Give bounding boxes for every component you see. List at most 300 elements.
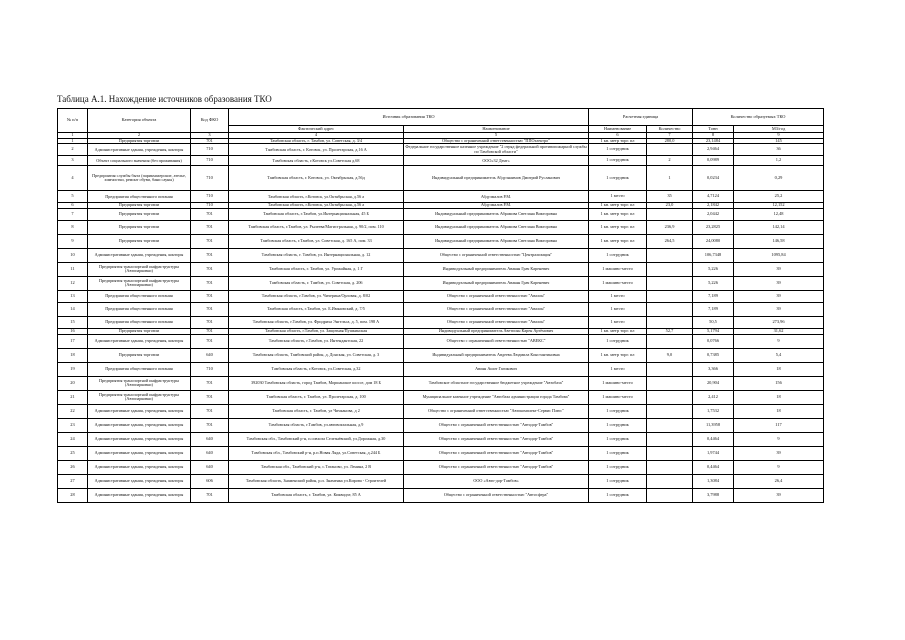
row-address: Тамбовская область, г.Тамбов, ул. Чичерина/Орловая, д. 8/02: [229, 290, 404, 302]
row-tons: 0,4464: [693, 460, 734, 474]
table-body: [58, 138, 824, 502]
table-row: [58, 290, 824, 302]
row-m3: 39: [734, 290, 824, 302]
row-address: Тамбовская область, г.Котовск, ул.Октябрьская, д.56 а: [229, 191, 404, 203]
row-number: 27: [58, 474, 88, 488]
row-category: Предприятия транспортной инфраструктуры (Автопарковки): [88, 276, 191, 290]
row-category: Административные здания, учреждения, конторы: [88, 460, 191, 474]
column-number: 2: [88, 133, 191, 139]
row-m3: 39: [734, 262, 824, 276]
row-m3: 145: [734, 138, 824, 144]
row-number: 13: [58, 290, 88, 302]
header-unit: Расчетная единица: [589, 109, 693, 126]
row-number: 6: [58, 203, 88, 209]
table-row: [58, 302, 824, 316]
row-organization: Общество с ограниченной ответственностью "ППОэлектро": [404, 138, 589, 144]
table-row: [58, 316, 824, 328]
row-code: 710: [191, 156, 229, 166]
row-number: 24: [58, 432, 88, 446]
row-unit-name: 1 место: [589, 290, 647, 302]
row-unit-qty: [647, 432, 693, 446]
row-category: Предприятия торговли: [88, 208, 191, 220]
row-unit-qty: 23,0: [647, 203, 693, 209]
column-number: 7: [647, 133, 693, 139]
row-unit-name: 1 место: [589, 191, 647, 203]
row-m3: 18: [734, 404, 824, 418]
row-category: Предприятия общественного питания: [88, 302, 191, 316]
row-unit-name: 1 сотрудник: [589, 166, 647, 191]
row-number: 11: [58, 262, 88, 276]
row-code: 701: [191, 404, 229, 418]
header-source: Источник образования ТКО: [229, 109, 589, 126]
row-m3: 273,96: [734, 316, 824, 328]
row-m3: 1,2: [734, 156, 824, 166]
row-category: Предприятия торговли: [88, 234, 191, 248]
row-m3: 9: [734, 334, 824, 348]
row-address: Тамбовская область, г. Тамбов, ул. Интернациональная, д. 12: [229, 248, 404, 262]
header-unit-qty: Количество: [647, 126, 693, 133]
row-unit-qty: [647, 418, 693, 432]
row-m3: 1095,84: [734, 248, 824, 262]
row-unit-qty: 2: [647, 156, 693, 166]
row-code: 701: [191, 334, 229, 348]
row-number: 21: [58, 390, 88, 404]
row-number: 18: [58, 348, 88, 362]
row-organization: Общество с ограниченной ответственностью "Авалон": [404, 316, 589, 328]
row-address: Тамбовская область, г. Тамбов, ул. Киквидзе, 85 А: [229, 488, 404, 502]
row-address: Тамбовская область, г. Котовск, ул. Пролетарская, д.16 А: [229, 144, 404, 156]
table-row: [58, 488, 824, 502]
row-m3: 9: [734, 432, 824, 446]
row-m3: 142,14: [734, 220, 824, 234]
row-number: 4: [58, 166, 88, 191]
row-organization: Общество с ограниченной ответственностью "Автодор-Тамбов": [404, 432, 589, 446]
row-unit-qty: 52,7: [647, 328, 693, 334]
row-organization: Индивидуальный предприниматель Абдулнаимов Дмитрий Русланович: [404, 166, 589, 191]
row-code: 701: [191, 376, 229, 390]
row-category: Предприятия торговли: [88, 348, 191, 362]
row-tons: 106,7348: [693, 248, 734, 262]
row-unit-name: 1 сотрудник: [589, 460, 647, 474]
row-number: 23: [58, 418, 88, 432]
header-m3: М3/год: [734, 126, 824, 133]
table-row: [58, 276, 824, 290]
header-address: Фактический адрес: [229, 126, 404, 133]
row-tons: 7,189: [693, 290, 734, 302]
row-category: Предприятия торговли: [88, 138, 191, 144]
row-tons: 0,0989: [693, 156, 734, 166]
column-number: 9: [734, 133, 824, 139]
row-category: Административные здания, учреждения, конторы: [88, 248, 191, 262]
row-code: 701: [191, 220, 229, 234]
header-name: Наименование: [404, 126, 589, 133]
row-category: Предприятия транспортной инфраструктуры (Автопарковки): [88, 390, 191, 404]
row-tons: 50,5: [693, 316, 734, 328]
row-address: 392030 Тамбовская область, город Тамбов, Моршанское шоссе, дом 18 Б: [229, 376, 404, 390]
row-unit-qty: [647, 488, 693, 502]
row-unit-name: 1 машино-место: [589, 276, 647, 290]
row-address: Тамбовская область, г.Тамбов, ул.Интернациональная, 45 Б: [229, 208, 404, 220]
row-tons: 7,189: [693, 302, 734, 316]
row-category: Предприятия общественного питания: [88, 362, 191, 376]
row-unit-qty: [647, 334, 693, 348]
row-unit-name: 1 кв. метр торг. пл: [589, 208, 647, 220]
row-unit-qty: [647, 362, 693, 376]
row-organization: ООО«32 Дент»: [404, 156, 589, 166]
row-unit-name: 1 сотрудник: [589, 474, 647, 488]
row-organization: Тамбовское областное государственное бюджетное учреждение "Автобаза": [404, 376, 589, 390]
row-m3: 31,62: [734, 328, 824, 334]
header-amount: Количество образуемых ТКО: [693, 109, 824, 126]
row-organization: Индивидуальный предприниматель Авдеева Людмила Константиновна: [404, 348, 589, 362]
row-m3: 12,48: [734, 208, 824, 220]
row-category: Предприятия службы быта (парикмахерские, ателье, химчистки, ремонт обуви, бани сауны): [88, 166, 191, 191]
row-m3: 12,152: [734, 203, 824, 209]
row-unit-name: 1 кв. метр торг. пл: [589, 234, 647, 248]
table-row: [58, 262, 824, 276]
table-row: [58, 234, 824, 248]
row-category: Административные здания, учреждения, конторы: [88, 474, 191, 488]
row-code: 710: [191, 362, 229, 376]
row-code: 640: [191, 348, 229, 362]
row-tons: 2,1842: [693, 203, 734, 209]
row-unit-name: 1 сотрудник: [589, 404, 647, 418]
table-row: [58, 166, 824, 191]
table-row: [58, 144, 824, 156]
row-tons: 4,7124: [693, 191, 734, 203]
table-row: [58, 474, 824, 488]
row-number: 5: [58, 191, 88, 203]
row-code: 701: [191, 276, 229, 290]
table-row: [58, 208, 824, 220]
row-unit-qty: 264,5: [647, 234, 693, 248]
row-number: 28: [58, 488, 88, 502]
row-code: 701: [191, 290, 229, 302]
row-unit-qty: [647, 446, 693, 460]
row-number: 10: [58, 248, 88, 262]
row-m3: 26,4: [734, 474, 824, 488]
row-unit-name: 1 кв. метр торг. пл: [589, 203, 647, 209]
row-unit-name: 1 кв. метр торг. пл: [589, 328, 647, 334]
row-unit-qty: 9,0: [647, 348, 693, 362]
row-unit-qty: [647, 248, 693, 262]
row-m3: 146,58: [734, 234, 824, 248]
row-address: Тамбовская область, г. Тамбов, ул Чичканова, д 2: [229, 404, 404, 418]
row-organization: Авоян Ашот Гагикович: [404, 362, 589, 376]
row-category: Административные здания, учреждения, конторы: [88, 404, 191, 418]
row-unit-qty: 280,0: [647, 138, 693, 144]
row-tons: 11,3958: [693, 418, 734, 432]
row-number: 25: [58, 446, 88, 460]
row-address: Тамбовская область, Тамбовский район, д. Донская, ул. Советская, д. 3: [229, 348, 404, 362]
header-tons: Тонн: [693, 126, 734, 133]
row-address: Тамбовская область, г.Котовск ул.Советская д.68: [229, 156, 404, 166]
row-category: Предприятия общественного питания: [88, 290, 191, 302]
row-address: Тамбовская область, г. Тамбов, ул. Советская, д. 206: [229, 276, 404, 290]
row-unit-name: 1 сотрудник: [589, 488, 647, 502]
row-number: 1: [58, 138, 88, 144]
row-address: Тамбовская область, г.Тамбов, ул. Рылеева/Магистральная, д. 90/2, пом. 110: [229, 220, 404, 234]
row-m3: 117: [734, 418, 824, 432]
row-category: Предприятия транспортной инфраструктуры (Автопарковки): [88, 376, 191, 390]
table-caption: Таблица А.1. Нахождение источников образования ТКО: [57, 94, 272, 104]
row-organization: Общество с ограниченной ответственностью "Централизация": [404, 248, 589, 262]
row-address: Тамбовская обл., Тамбовский р-н, с.Татаново, ул. Ленина, 2 В: [229, 460, 404, 474]
row-address: Тамбовская область, г.Тамбов, ул. Интендантская, 22: [229, 334, 404, 348]
row-code: 701: [191, 208, 229, 220]
row-category: Предприятия торговли: [88, 328, 191, 334]
row-m3: 18: [734, 362, 824, 376]
row-unit-name: 1 сотрудник: [589, 334, 647, 348]
header-unit-name: Наименование: [589, 126, 647, 133]
row-tons: 0,0766: [693, 334, 734, 348]
row-m3: 9: [734, 460, 824, 474]
row-unit-qty: [647, 376, 693, 390]
row-organization: Общество с ограниченной ответственностью "Авалон": [404, 302, 589, 316]
row-m3: 0,29: [734, 166, 824, 191]
row-tons: 5,226: [693, 276, 734, 290]
row-number: 20: [58, 376, 88, 390]
row-code: 701: [191, 302, 229, 316]
table-row: [58, 376, 824, 390]
row-unit-name: 1 кв. метр торг. пл: [589, 138, 647, 144]
row-category: Административные здания, учреждения, конторы: [88, 144, 191, 156]
row-tons: 1,7532: [693, 404, 734, 418]
row-organization: Общество с ограниченной ответственностью "Авалон": [404, 290, 589, 302]
row-m3: 156: [734, 376, 824, 390]
row-organization: Муниципальное казенное учреждение "Автобаза администрации города Тамбова": [404, 390, 589, 404]
row-unit-qty: [647, 144, 693, 156]
tko-sources-table: [57, 108, 824, 503]
row-number: 2: [58, 144, 88, 156]
table-row: [58, 156, 824, 166]
row-organization: Федеральное государственное казенное учреждение "2 отряд федеральной противопожарной службы по Тамбовской области": [405, 144, 587, 154]
row-address: Тамбовская область, г.Тамбов, ул. Советская, д. 165 А, пом. 33: [229, 234, 404, 248]
row-unit-name: 1 место: [589, 316, 647, 328]
row-code: 701: [191, 328, 229, 334]
row-unit-qty: [647, 316, 693, 328]
table-row: [58, 404, 824, 418]
row-unit-name: 1 сотрудник: [589, 144, 647, 156]
row-address: Тамбовская область, г.Котовск, ул.Октябрьская, д.56 а: [229, 203, 404, 209]
table-row: [58, 418, 824, 432]
row-tons: 1,3084: [693, 474, 734, 488]
row-unit-qty: [647, 276, 693, 290]
row-unit-qty: [647, 262, 693, 276]
table-row: [58, 390, 824, 404]
row-organization: Общество с ограниченной ответственностью "Автокомплект-Сервис Плюс": [404, 404, 589, 418]
table-row: [58, 432, 824, 446]
row-address: Тамбовская область, г.Тамбов, ул. Защитная/Пушкинская: [229, 328, 404, 334]
row-unit-name: 1 место: [589, 362, 647, 376]
column-number: 6: [589, 133, 647, 139]
column-number: 8: [693, 133, 734, 139]
row-unit-qty: [647, 404, 693, 418]
column-number: 3: [191, 133, 229, 139]
row-category: Предприятия общественного питания: [88, 316, 191, 328]
row-unit-name: 1 кв. метр торг. пл: [589, 220, 647, 234]
row-unit-qty: [647, 290, 693, 302]
column-number: 5: [404, 133, 589, 139]
row-code: 701: [191, 248, 229, 262]
row-unit-name: 1 машино-место: [589, 390, 647, 404]
row-category: Предприятия торговли: [88, 203, 191, 209]
row-unit-name: 1 сотрудник: [589, 248, 647, 262]
row-category: Административные здания, учреждения, конторы: [88, 488, 191, 502]
row-number: 9: [58, 234, 88, 248]
row-unit-qty: 35: [647, 191, 693, 203]
row-unit-qty: [647, 208, 693, 220]
row-code: 606: [191, 474, 229, 488]
row-number: 17: [58, 334, 88, 348]
table-row: [58, 191, 824, 203]
row-m3: 36: [734, 144, 824, 156]
row-address: Тамбовская область, г. Тамбов, ул. Пролетарская, д. 100: [229, 390, 404, 404]
row-organization: Общество с ограниченной ответственностью "АВЕКС": [404, 334, 589, 348]
row-tons: 0,0234: [693, 166, 734, 191]
table-row: [58, 362, 824, 376]
table-row: [58, 220, 824, 234]
row-code: 701: [191, 316, 229, 328]
row-address: Тамбовская область, г.Котовск, ул.Советская, д.32: [229, 362, 404, 376]
row-code: 710: [191, 203, 229, 209]
row-m3: 39: [734, 488, 824, 502]
row-tons: 23,1484: [693, 138, 734, 144]
header-num: № п/п: [58, 109, 88, 133]
row-code: 701: [191, 390, 229, 404]
row-category: Административные здания, учреждения, конторы: [88, 432, 191, 446]
row-code: 640: [191, 460, 229, 474]
row-address: Тамбовская обл., Тамбовский р-н, п.совхоза Селезнёвский, ул.Дорожная, д.30: [229, 432, 404, 446]
row-tons: 0,7385: [693, 348, 734, 362]
row-m3: 25,2: [734, 191, 824, 203]
row-organization: Абдулмалов Р.М.: [404, 191, 589, 203]
row-unit-name: 1 сотрудник: [589, 418, 647, 432]
row-number: 3: [58, 156, 88, 166]
row-code: 701: [191, 262, 229, 276]
header-category: Категория объекта: [88, 109, 191, 133]
row-number: 7: [58, 208, 88, 220]
row-category: Объект социального значения (без проживания): [88, 156, 191, 166]
row-code: 701: [191, 418, 229, 432]
row-category: Предприятия торговли: [88, 220, 191, 234]
row-number: 26: [58, 460, 88, 474]
row-m3: 39: [734, 302, 824, 316]
row-tons: 5,1794: [693, 328, 734, 334]
table-row: [58, 348, 824, 362]
row-address: Тамбовская область, Знаменский район, р.п. Знаменка ул.Кирова - Строителей: [229, 474, 404, 488]
row-unit-qty: [647, 302, 693, 316]
row-tons: 1,9744: [693, 446, 734, 460]
row-address: Тамбовская область, г.Тамбов, ул. Фридриха Энгельса, д. 5, пом. 198 А: [229, 316, 404, 328]
row-unit-name: 1 машино-место: [589, 262, 647, 276]
row-unit-name: 1 сотрудник: [589, 432, 647, 446]
row-number: 19: [58, 362, 88, 376]
row-organization: Индивидуальный предприниматель Авакян Грач Кареневич: [404, 262, 589, 276]
row-tons: 0,4464: [693, 432, 734, 446]
row-category: Предприятия транспортной инфраструктуры (Автопарковки): [88, 262, 191, 276]
row-organization: Общество с ограниченной ответственностью "Автодор-Тамбов": [404, 460, 589, 474]
row-category: Административные здания, учреждения, конторы: [88, 334, 191, 348]
row-unit-name: 1 кв. метр торг. пл: [589, 348, 647, 362]
row-tons: 2,9464: [693, 144, 734, 156]
row-number: 14: [58, 302, 88, 316]
column-number: 4: [229, 133, 404, 139]
row-tons: 3,7988: [693, 488, 734, 502]
row-unit-name: 1 машино-место: [589, 376, 647, 390]
row-number: 22: [58, 404, 88, 418]
row-tons: 2,0442: [693, 208, 734, 220]
row-tons: 20,904: [693, 376, 734, 390]
row-unit-qty: [647, 474, 693, 488]
row-number: 8: [58, 220, 88, 234]
row-organization: Общество с ограниченной ответственностью "Автодор-Тамбов": [404, 418, 589, 432]
row-number: 12: [58, 276, 88, 290]
row-code: 710: [191, 166, 229, 191]
row-tons: 5,226: [693, 262, 734, 276]
row-code: 701: [191, 488, 229, 502]
row-m3: 18: [734, 390, 824, 404]
row-unit-qty: [647, 390, 693, 404]
row-tons: 23,2825: [693, 220, 734, 234]
row-unit-name: 1 место: [589, 302, 647, 316]
row-organization: Индивидуальный предприниматель Абрамова Светлана Викторовна: [404, 208, 589, 220]
row-organization: Индивидуальный предприниматель Абрамова Светлана Викторовна: [404, 220, 589, 234]
row-unit-qty: 236,9: [647, 220, 693, 234]
row-unit-name: 1 сотрудник: [589, 156, 647, 166]
row-address: Тамбовская область, г.Тамбов, ул. Б.Ивановский, д. 7/5: [229, 302, 404, 316]
row-organization: Индивидуальный предприниматель Авакян Грач Кареневич: [404, 276, 589, 290]
row-tons: 3,366: [693, 362, 734, 376]
row-code: 710: [191, 191, 229, 203]
row-number: 15: [58, 316, 88, 328]
row-organization: ООО «Авто-дор-Тамбов»: [404, 474, 589, 488]
row-organization: Общество с ограниченной ответственностью "Автосфера": [404, 488, 589, 502]
column-number: 1: [58, 133, 88, 139]
row-m3: 5,4: [734, 348, 824, 362]
row-category: Административные здания, учреждения, конторы: [88, 418, 191, 432]
row-code: 640: [191, 432, 229, 446]
row-code: 640: [191, 446, 229, 460]
row-m3: 39: [734, 446, 824, 460]
header-code: Код ФКО: [191, 109, 229, 133]
row-unit-qty: [647, 460, 693, 474]
table-row: [58, 334, 824, 348]
row-m3: 39: [734, 276, 824, 290]
row-address: Тамбовская область, г. Тамбов, ул. Советская, д. 3/4: [229, 138, 404, 144]
row-address: Тамбовская обл., Тамбовский р-н, р.п.Новая Ляда, ул.Советская, д.244 Б: [229, 446, 404, 460]
row-number: 16: [58, 328, 88, 334]
row-tons: 24,0080: [693, 234, 734, 248]
table-row: [58, 446, 824, 460]
row-code: 701: [191, 138, 229, 144]
row-category: Предприятия общественного питания: [88, 191, 191, 203]
row-address: Тамбовская область, г. Котовск, ул. Октябрьская, д.56д: [229, 166, 404, 191]
row-code: 701: [191, 234, 229, 248]
row-organization: Индивидуальный предприниматель Аветисян Карен Артёмович: [404, 328, 589, 334]
row-address: Тамбовская область, г. Тамбов, ул. Урожайная, д. 1 Г: [229, 262, 404, 276]
row-address: Тамбовская область, г.Тамбов, ул.автовокзальная, д.9: [229, 418, 404, 432]
row-organization: Абдулмалов Р.М.: [404, 203, 589, 209]
row-unit-name: 1 сотрудник: [589, 446, 647, 460]
row-organization: Индивидуальный предприниматель Абрамова Светлана Викторовна: [404, 234, 589, 248]
row-tons: 2,412: [693, 390, 734, 404]
row-unit-qty: 1: [647, 166, 693, 191]
row-organization: Общество с ограниченной ответственностью "Автодор-Тамбов": [404, 446, 589, 460]
row-category: Административные здания, учреждения, конторы: [88, 446, 191, 460]
row-code: 710: [191, 144, 229, 156]
table-row: [58, 460, 824, 474]
